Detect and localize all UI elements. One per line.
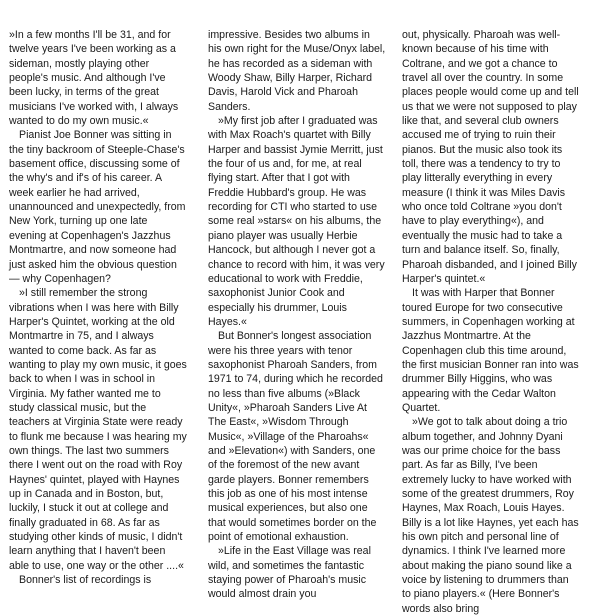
text-column-2 [208,28,386,601]
paragraph: But Bonner's longest association were his three years with tenor saxophonist Pharoah Sanders, from 1971 to 74, during which he recorded no less than five albums (»Black Unity«, »Pharoah Sanders Live At The East«, »Wisdom Through Music«, »Village of the Pharoahs« and »Elevation«) with Sanders, one of the foremost of the new avant garde players. Bonner remembers this job as one of his most intense musical experiences, but also one that would sometimes border on the point of emotional exhaustion. [208,330,383,544]
paragraph: »We got to talk about doing a trio album together, and Johnny Dyani was our prime choice for the bass part. As far as Billy, I've been extremely lucky to have worked with some of the greatest drummers, Roy Haynes, Max Roach, Louis Hayes. Billy is a lot like Haynes, yet each has his own pitch and personal line of dynamics. I think I've learned more about making the piano sound like a voice by listening to drummers than to piano players.« (Here Bonner's words also bring [402,416,579,615]
paragraph: It was with Harper that Bonner toured Europe for two consecutive summers, in Copenhagen working at Jazzhus Montmartre. At the Copenhagen club this time around, the first musician Bonner ran into was drummer Billy Higgins, who was appearing with the Cedar Walton Quartet. [402,287,579,414]
paragraph: »My first job after I graduated was with Max Roach's quartet with Billy Harper and bassist Jymie Merritt, just the four of us and, for me, at real flying start. After that I got with Freddie Hubbard's group. He was recording for CTI who started to use some real »stars« on his albums, the piano player was usually Herbie Hancock, but although I never got a chance to record with him, it was very educational to work with Freddie, saxophonist Junior Cook and especially his drummer, Louis Hayes.« [208,115,385,328]
paragraph: impressive. Besides two albums in his own right for the Muse/Onyx label, he has recorded as a sideman with Woody Shaw, Billy Harper, Richard Davis, Harold Vick and Pharoah Sanders. [208,29,386,113]
paragraph: »I still remember the strong vibrations when I was here with Billy Harper's Quintet, working at the old Montmartre in 75, and I always wanted to come back. As far as wanting to play my own music, it goes back to when I was in school in Virginia. My father wanted me to study classical music, but the teachers at Virginia State were ready to flunk me because I was hearing my own things. The last two summers there I went out on the road with Roy Haynes' quintet, played with Haynes up in Canada and in Boston, but, luckily, I stuck it out at college and finally graduated in 68. As far as studying other kinds of music, I didn't learn anything that I haven't been able to use, one way or the other ....« [9,287,187,572]
text-column-3 [402,28,580,615]
paragraph: out, physically. Pharoah was well-known because of his time with Coltrane, and we got a chance to travel all over the country. In some places people would come up and tell us that we were not supposed to play like that, and several club owners accused me of trying to ruin their pianos. But the music also took its toll, there was a tendency to try to play litterally everything in every measure (I think it was Miles Davis who once told Coltrane »you don't have to play everything«), and eventually the music had to take a turn and balance itself. So, finally, Pharoah disbanded, and I joined Billy Harper's quintet.« [402,29,579,285]
paragraph: »Life in the East Village was real wild, and sometimes the fantastic staying power of Pharoah's music would almost drain you [208,545,371,601]
paragraph: »In a few months I'll be 31, and for twelve years I've been working as a sideman, mostly playing other people's music. And although I've been lucky, in terms of the great musicians I've worked with, I always wanted to do my own music.« [9,29,179,128]
paragraph: Bonner's list of recordings is [19,574,152,587]
text-column-1 [9,28,187,588]
paragraph: Pianist Joe Bonner was sitting in the tiny backroom of Steeple-Chase's basement office, discussing some of the why's and if's of his career. A week earlier he had arrived, unannounced and unexpectedly, from New York, turning up one late evening at Copenhagen's Jazzhus Montmartre, and now someone had just asked him the obvious question — why Copenhagen? [9,129,186,285]
